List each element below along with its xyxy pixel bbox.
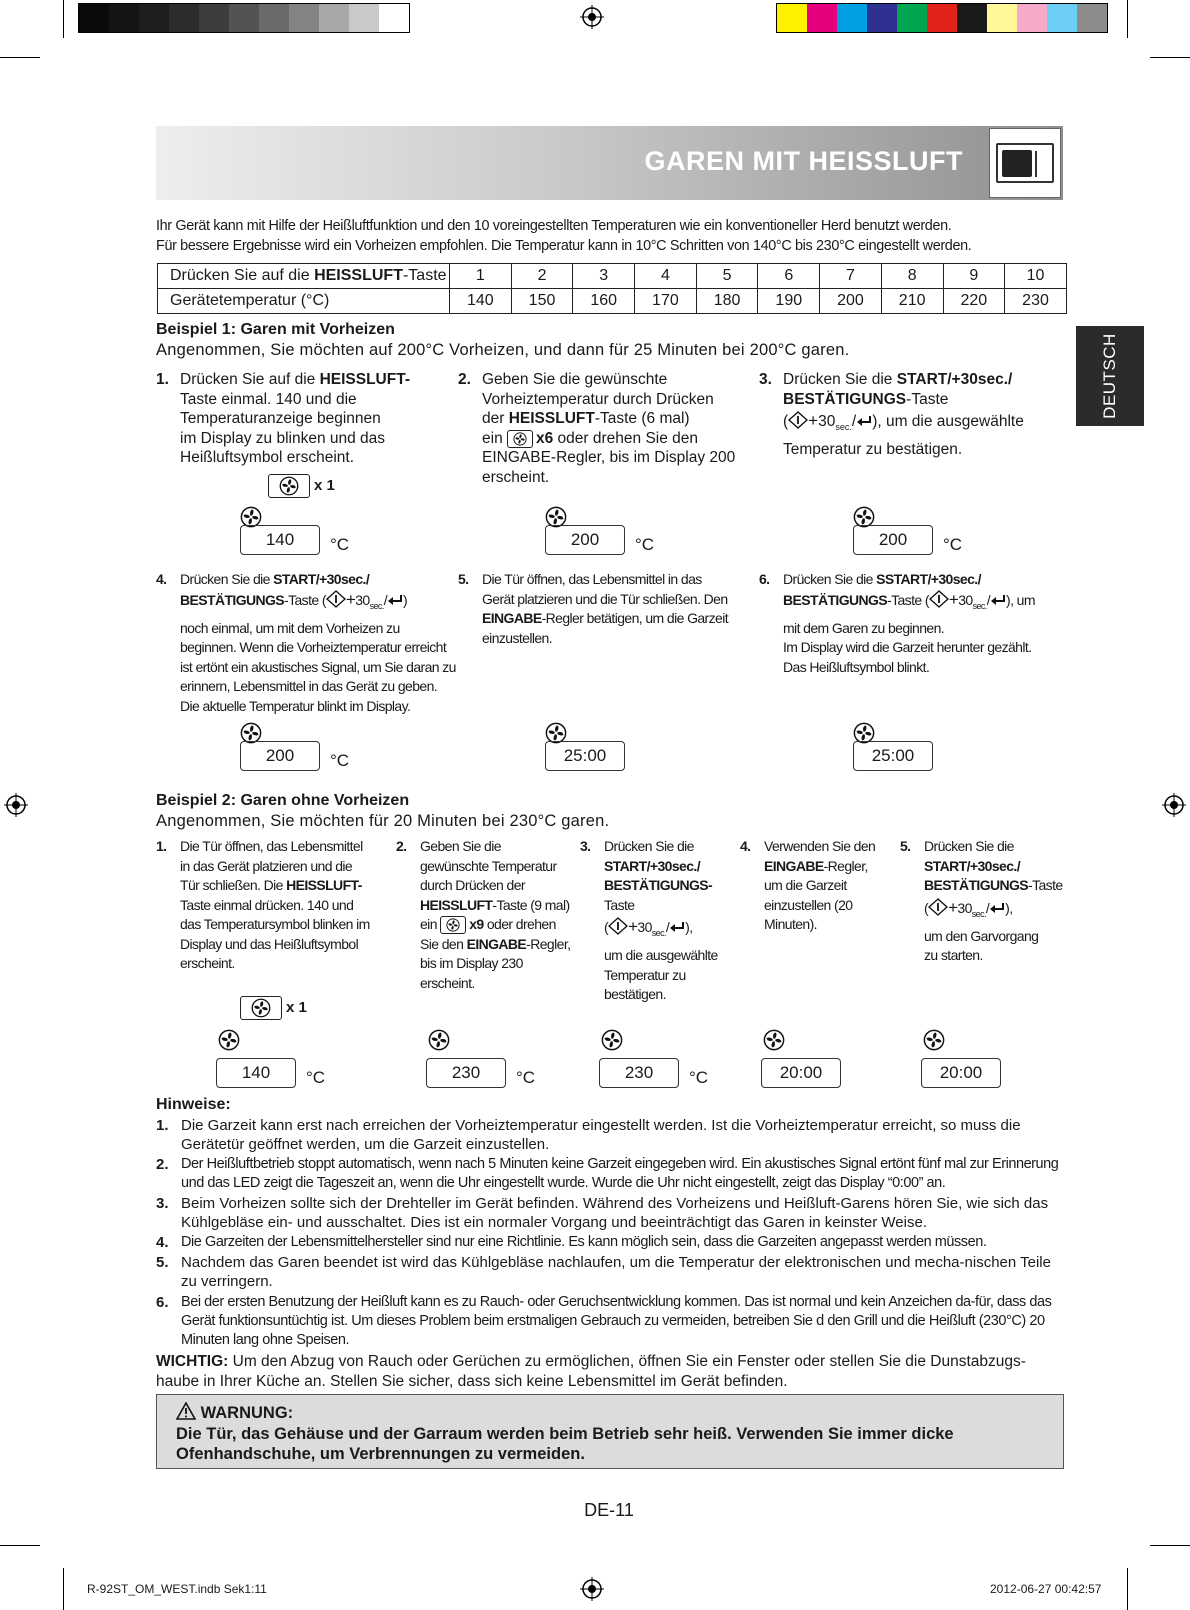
crop-mark (1150, 57, 1190, 58)
color-swatch (379, 4, 409, 32)
color-swatch (897, 4, 927, 32)
crop-mark (63, 0, 64, 38)
start-key-icon: $+30_{sec.}/$ (326, 592, 403, 608)
warning-title: WARNUNG: (200, 1404, 294, 1422)
color-swatch (1047, 4, 1077, 32)
gray-calibration-bar (78, 3, 410, 33)
display-readout: 25:00 (853, 741, 933, 771)
convection-icon (428, 1029, 450, 1051)
warning-icon (176, 1402, 196, 1420)
note-item: 3. Beim Vorheizen sollte sich der Drehteller im Gerät befinden. Während des Vorheizens und Heißluft-Garens hören Sie, wie sich das Kühlgebläse ein- und ausschaltet. Dies ist ein normaler Vorgang und beeinträchtigt das Garen in keinster Weise. (156, 1195, 1049, 1231)
color-swatch (199, 4, 229, 32)
registration-mark-icon (580, 1577, 604, 1601)
table-cell: 2 (511, 264, 573, 289)
table-cell: 190 (758, 289, 820, 314)
color-swatch (807, 4, 837, 32)
color-swatch (139, 4, 169, 32)
color-swatch (777, 4, 807, 32)
display-readout: 200 (545, 525, 625, 555)
table-cell: 10 (1005, 264, 1067, 289)
display-readout: 20:00 (761, 1058, 841, 1088)
notes-title: Hinweise: (156, 1096, 231, 1113)
example-2-subtitle: Angenommen, Sie möchten für 20 Minuten bei 230°C garen. (156, 812, 610, 830)
convection-key-icon (240, 996, 282, 1020)
table-row (158, 264, 1067, 289)
temperature-unit: °C (330, 535, 350, 554)
display-readout: 200 (240, 741, 320, 771)
convection-key-icon (268, 474, 310, 498)
color-swatch (79, 4, 109, 32)
convection-icon (218, 1029, 240, 1051)
convection-key-icon (440, 916, 466, 934)
table-row-label: Drücken Sie auf die HEISSLUFT-Taste (158, 264, 450, 289)
crop-mark (63, 1568, 64, 1610)
display-readout: 20:00 (921, 1058, 1001, 1088)
color-swatch (927, 4, 957, 32)
start-key-icon: $+30_{sec.}/$ (608, 919, 685, 935)
registration-mark-icon (580, 5, 604, 29)
microwave-icon (989, 128, 1061, 198)
color-swatch (169, 4, 199, 32)
color-swatch (957, 4, 987, 32)
table-cell: 160 (573, 289, 635, 314)
color-swatch (837, 4, 867, 32)
table-cell: 150 (511, 289, 573, 314)
color-swatch (1017, 4, 1047, 32)
temperature-unit: °C (689, 1068, 709, 1087)
display-readout: 230 (599, 1058, 679, 1088)
convection-icon (601, 1029, 623, 1051)
section-header (156, 126, 1063, 200)
example-2-title: Beispiel 2: Garen ohne Vorheizen (156, 792, 410, 809)
convection-icon (923, 1029, 945, 1051)
page-title: GAREN MIT HEISSLUFT (644, 146, 963, 176)
note-item: 1. Die Garzeit kann erst nach erreichen der Vorheiztemperatur eingestellt werden. Ist die Vorheiztemperatur erreicht, so muss die Gerätetür geöffnet werden, um die Garzeit einzustellen. (156, 1117, 1021, 1153)
color-swatch (987, 4, 1017, 32)
warning-text: Die Tür, das Gehäuse und der Garraum werden beim Betrieb sehr heiß. Verwenden Sie immer dicke Ofenhandschuhe, um Verbrennungen zu vermeiden. (176, 1425, 954, 1463)
page-number: DE-11 (584, 1500, 634, 1520)
table-cell: 6 (758, 264, 820, 289)
table-cell: 8 (881, 264, 943, 289)
color-swatch (289, 4, 319, 32)
start-key-icon: $+30_{sec.}/$ (928, 900, 1005, 916)
intro-line: Ihr Gerät kann mit Hilfe der Heißluftfunktion und den 10 voreingestellten Temperaturen wie ein konventioneller Herd benutzt werden. (156, 218, 952, 234)
intro-line: Für bessere Ergebnisse wird ein Vorheizen empfohlen. Die Temperatur kann in 10°C Schritten von 140°C bis 230°C eingestellt werden. (156, 238, 972, 254)
table-cell: 7 (820, 264, 882, 289)
table-cell: 3 (573, 264, 635, 289)
temperature-unit: °C (516, 1068, 536, 1087)
color-swatch (1077, 4, 1107, 32)
table-cell: 140 (450, 289, 512, 314)
temperature-unit: °C (330, 751, 350, 770)
temperature-table (157, 263, 1067, 314)
registration-mark-icon (4, 793, 28, 817)
temperature-unit: °C (943, 535, 963, 554)
temperature-unit: °C (306, 1068, 326, 1087)
color-swatch (229, 4, 259, 32)
note-item: 6. Bei der ersten Benutzung der Heißluft kann es zu Rauch- oder Geruchsentwicklung kommen. Das ist normal und kein Anzeichen da-für, dass das Gerät funktionsuntüchtig ist. Um dieses Problem beim erstmaligen Gebrauch zu vermeiden, betreiben Sie d den Grill und die Heißluft (230°C) 20 Minuten lang ohne Speisen. (156, 1294, 1052, 1348)
table-cell: 170 (635, 289, 697, 314)
color-swatch (259, 4, 289, 32)
display-readout: 25:00 (545, 741, 625, 771)
footer-file: R-92ST_OM_WEST.indb Sek1:11 (87, 1582, 267, 1596)
color-swatch (109, 4, 139, 32)
table-cell: 1 (450, 264, 512, 289)
intro-text (156, 216, 1066, 256)
language-tab (1076, 326, 1144, 426)
table-cell: 5 (696, 264, 758, 289)
color-swatch (319, 4, 349, 32)
table-row (158, 289, 1067, 314)
start-key-icon: $+30_{sec.}/$ (929, 592, 1006, 608)
table-cell: 220 (943, 289, 1005, 314)
table-cell: 210 (881, 289, 943, 314)
convection-icon (763, 1029, 785, 1051)
registration-mark-icon (1162, 793, 1186, 817)
warning-box (156, 1394, 1064, 1469)
note-item: 2. Der Heißluftbetrieb stoppt automatisch, wenn nach 5 Minuten keine Garzeit eingegeben wird. Ein akustisches Signal ertönt fünf mal zur Erinnerung und das LED zeigt die Tageszeit an, wenn die Uhr eingestellt wurde. Wurde die Uhr nicht eingestellt, zeigt das Display “0:00” an. (156, 1156, 1059, 1191)
table-row-label: Gerätetemperatur (°C) (158, 289, 450, 314)
table-cell: 9 (943, 264, 1005, 289)
example-1-subtitle: Angenommen, Sie möchten auf 200°C Vorheizen, und dann für 25 Minuten bei 200°C garen. (156, 341, 850, 359)
crop-mark (0, 1545, 40, 1546)
temperature-unit: °C (635, 535, 655, 554)
note-item: 5. Nachdem das Garen beendet ist wird das Kühlgebläse nachlaufen, um die Temperatur der elektronischen und mecha-nischen Teile zu verringern. (156, 1254, 1051, 1290)
language-tab-label: DEUTSCH (1100, 333, 1119, 419)
press-count: x 1 (286, 999, 307, 1016)
crop-mark (1127, 1568, 1128, 1610)
press-count: x 1 (314, 477, 335, 494)
start-key-icon: $+30_{sec.}/$ (788, 413, 872, 430)
display-readout: 140 (216, 1058, 296, 1088)
table-cell: 230 (1005, 289, 1067, 314)
display-readout: 140 (240, 525, 320, 555)
crop-mark (1127, 0, 1128, 38)
table-cell: 180 (696, 289, 758, 314)
table-cell: 4 (635, 264, 697, 289)
table-cell: 200 (820, 289, 882, 314)
color-calibration-bar (776, 3, 1108, 33)
display-readout: 200 (853, 525, 933, 555)
example-1-title: Beispiel 1: Garen mit Vorheizen (156, 321, 395, 338)
crop-mark (1150, 1545, 1190, 1546)
crop-mark (0, 57, 40, 58)
color-swatch (349, 4, 379, 32)
display-readout: 230 (426, 1058, 506, 1088)
convection-key-icon (507, 430, 533, 448)
color-swatch (867, 4, 897, 32)
important-note: WICHTIG: Um den Abzug von Rauch oder Gerüchen zu ermöglichen, öffnen Sie ein Fenster oder stellen Sie die Dunstabzugs-haube in Ihrer Küche an. Stellen Sie sicher, dass sich keine Lebensmittel im Gerät befinden. (156, 1353, 1026, 1390)
note-item: 4. Die Garzeiten der Lebensmittelhersteller sind nur eine Richtlinie. Es kann möglich sein, dass die Garzeiten angepasst werden müssen. (156, 1234, 987, 1251)
footer-timestamp: 2012-06-27 00:42:57 (990, 1582, 1102, 1596)
